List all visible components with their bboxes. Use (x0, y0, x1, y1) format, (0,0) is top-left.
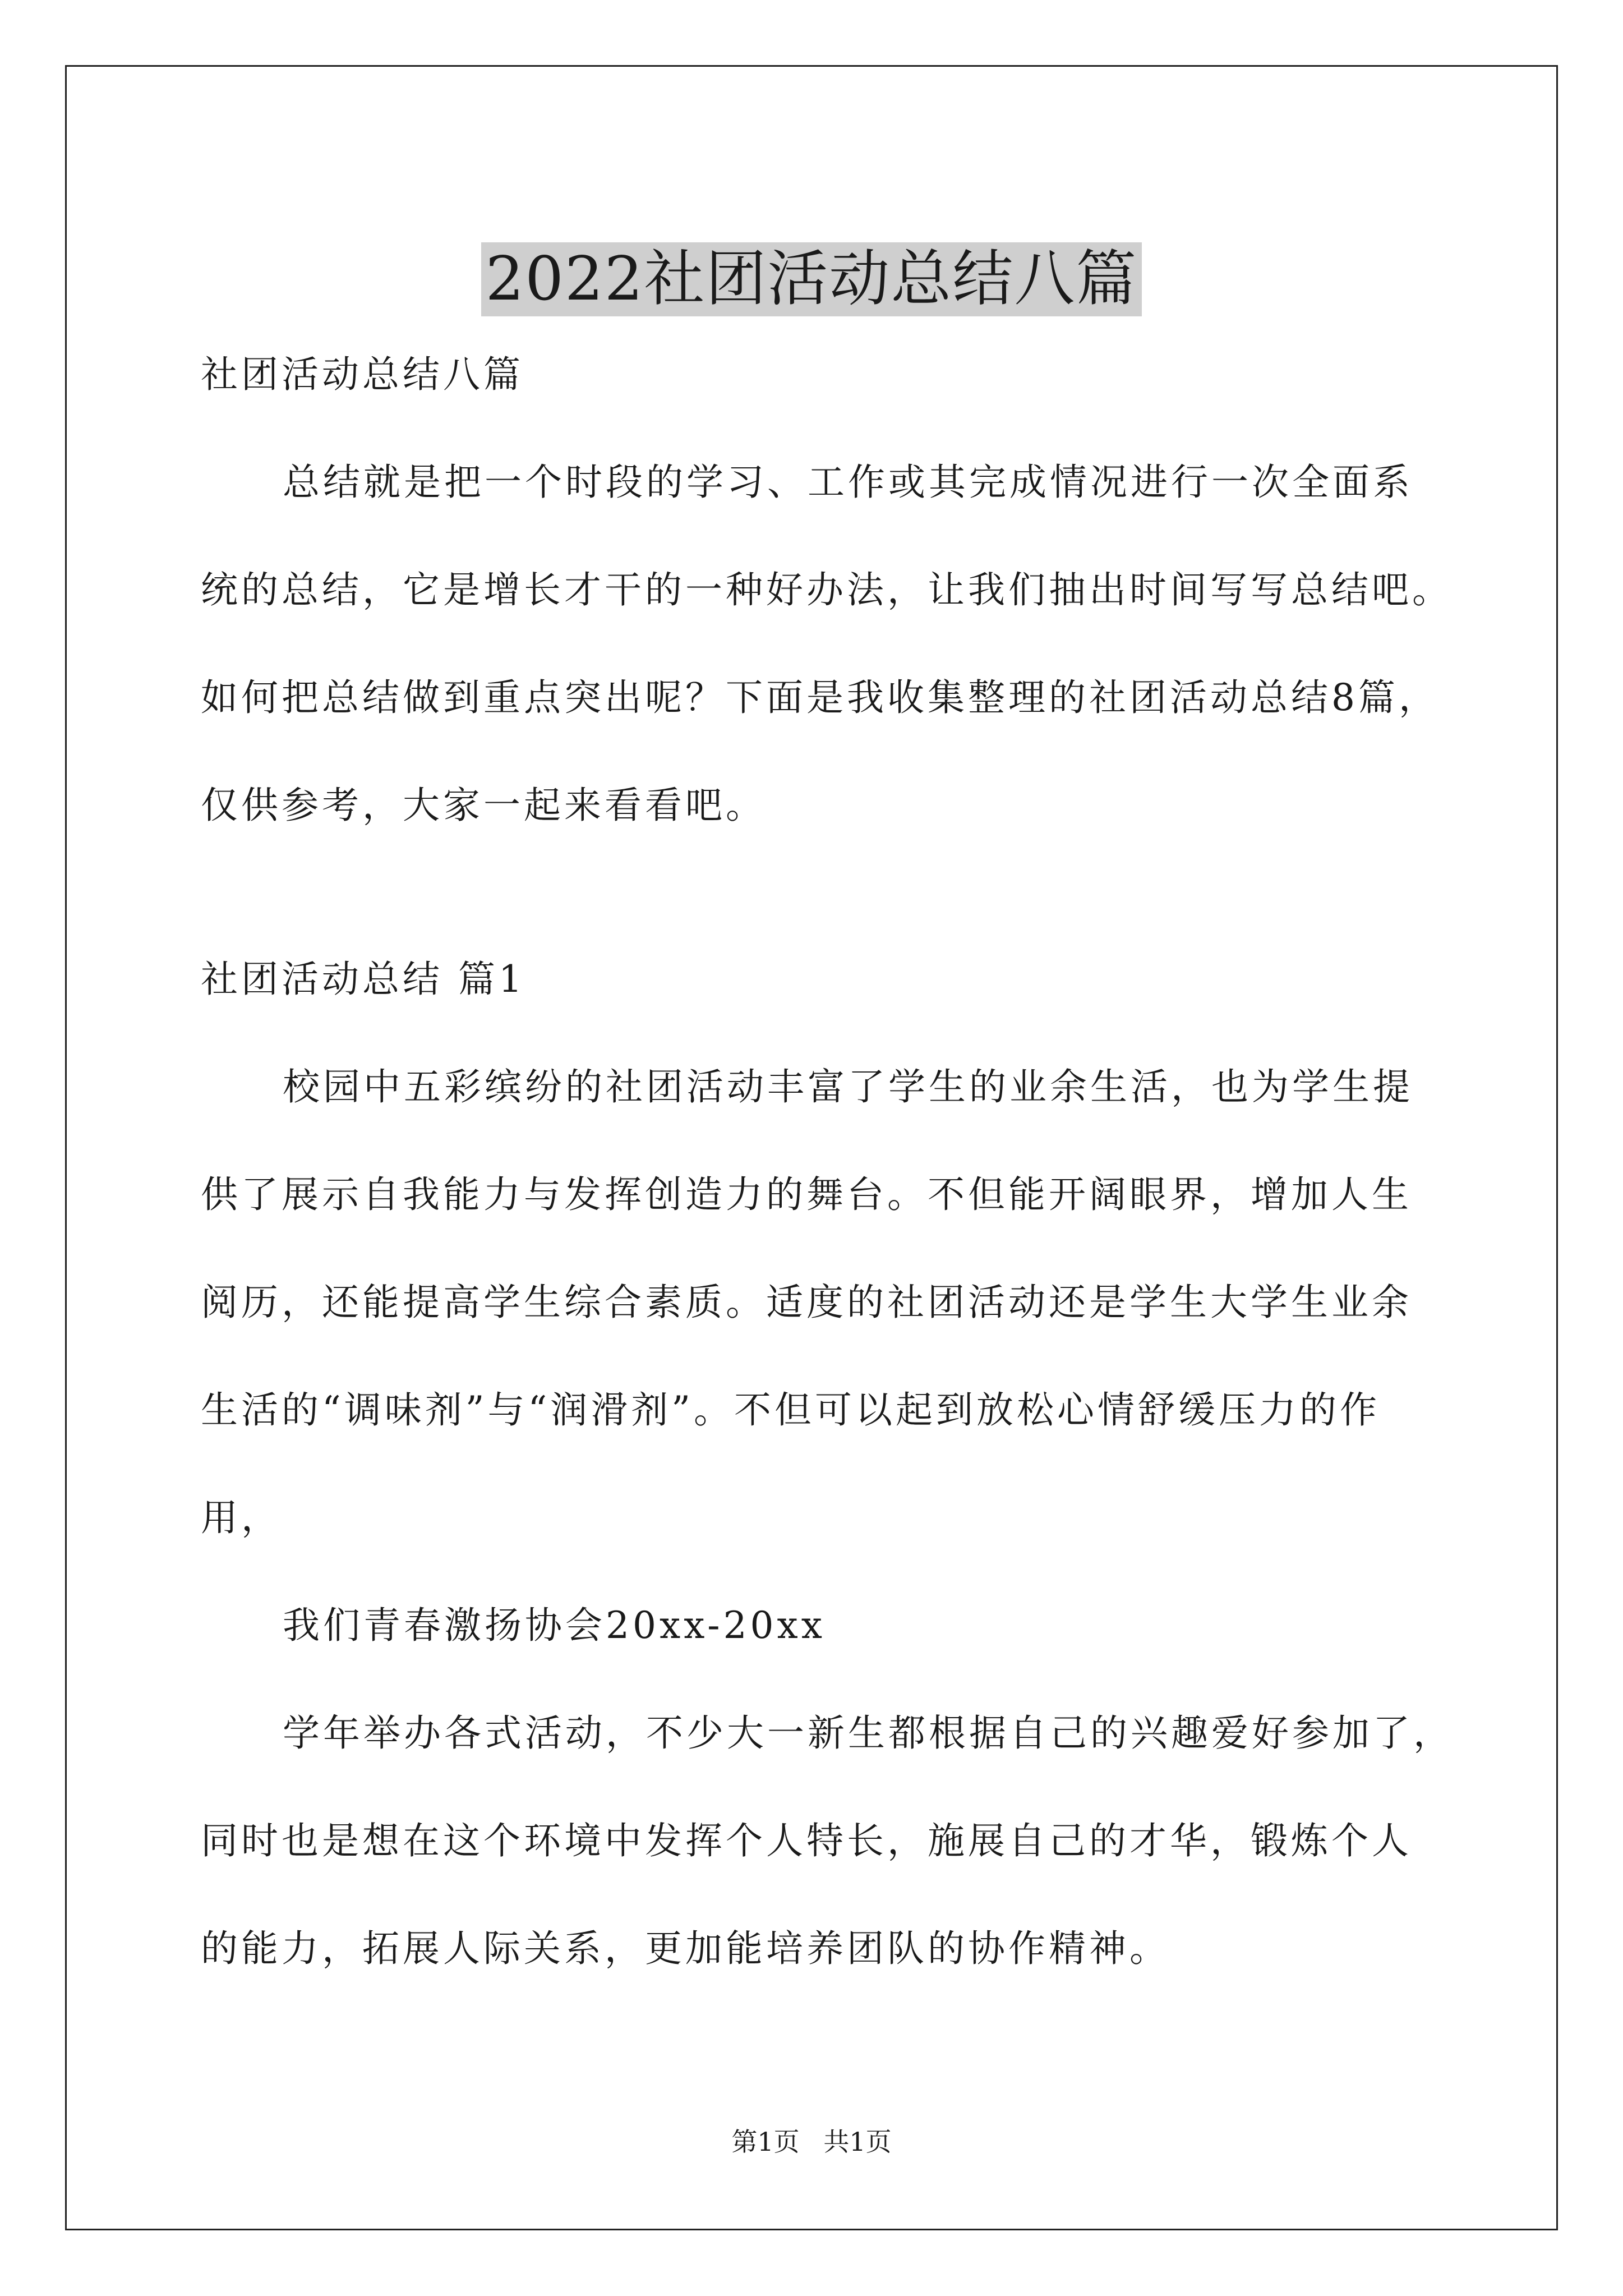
page-number-current: 第1页 (731, 2127, 800, 2157)
document-title: 2022社团活动总结八篇 (481, 242, 1142, 316)
section-heading: 社团活动总结 篇1 (201, 958, 525, 1001)
page-footer (0, 2126, 1623, 2157)
intro-line: 统的总结，它是增长才干的一种好办法，让我们抽出时间写写总结吧。 (201, 568, 1453, 611)
body-line: 阅历，还能提高学生综合素质。适度的社团活动还是学生大学生业余 (201, 1281, 1412, 1324)
body-line: 生活的“调味剂”与“润滑剂”。不但可以起到放松心情舒缓压力的作 (201, 1388, 1380, 1432)
body-line: 学年举办各式活动，不少大一新生都根据自己的兴趣爱好参加了， (283, 1711, 1454, 1755)
document-subtitle: 社团活动总结八篇 (201, 353, 524, 396)
body-line: 供了展示自我能力与发挥创造力的舞台。不但能开阔眼界，增加人生 (201, 1173, 1412, 1216)
page-number-total: 共1页 (823, 2127, 892, 2157)
document-body (201, 348, 1454, 1976)
title-container (0, 202, 1623, 357)
body-line: 同时也是想在这个环境中发挥个人特长，施展自己的才华，锻炼个人 (201, 1819, 1412, 1862)
body-line: 的能力，拓展人际关系，更加能培养团队的协作精神。 (201, 1927, 1170, 1970)
body-paragraph-1 (201, 1060, 1423, 1545)
intro-line: 如何把总结做到重点突出呢？下面是我收集整理的社团活动总结8篇， (201, 676, 1439, 719)
body-line: 用， (201, 1496, 282, 1539)
intro-paragraph (201, 455, 1453, 832)
body-line: 校园中五彩缤纷的社团活动丰富了学生的业余生活，也为学生提 (283, 1065, 1413, 1108)
intro-line: 总结就是把一个时段的学习、工作或其完成情况进行一次全面系 (283, 461, 1413, 504)
body-paragraph-2 (201, 1599, 1423, 1653)
body-paragraph-3 (201, 1706, 1454, 1976)
body-line: 我们青春激扬协会20xx-20xx (283, 1604, 826, 1647)
intro-line: 仅供参考，大家一起来看看吧。 (201, 784, 766, 827)
